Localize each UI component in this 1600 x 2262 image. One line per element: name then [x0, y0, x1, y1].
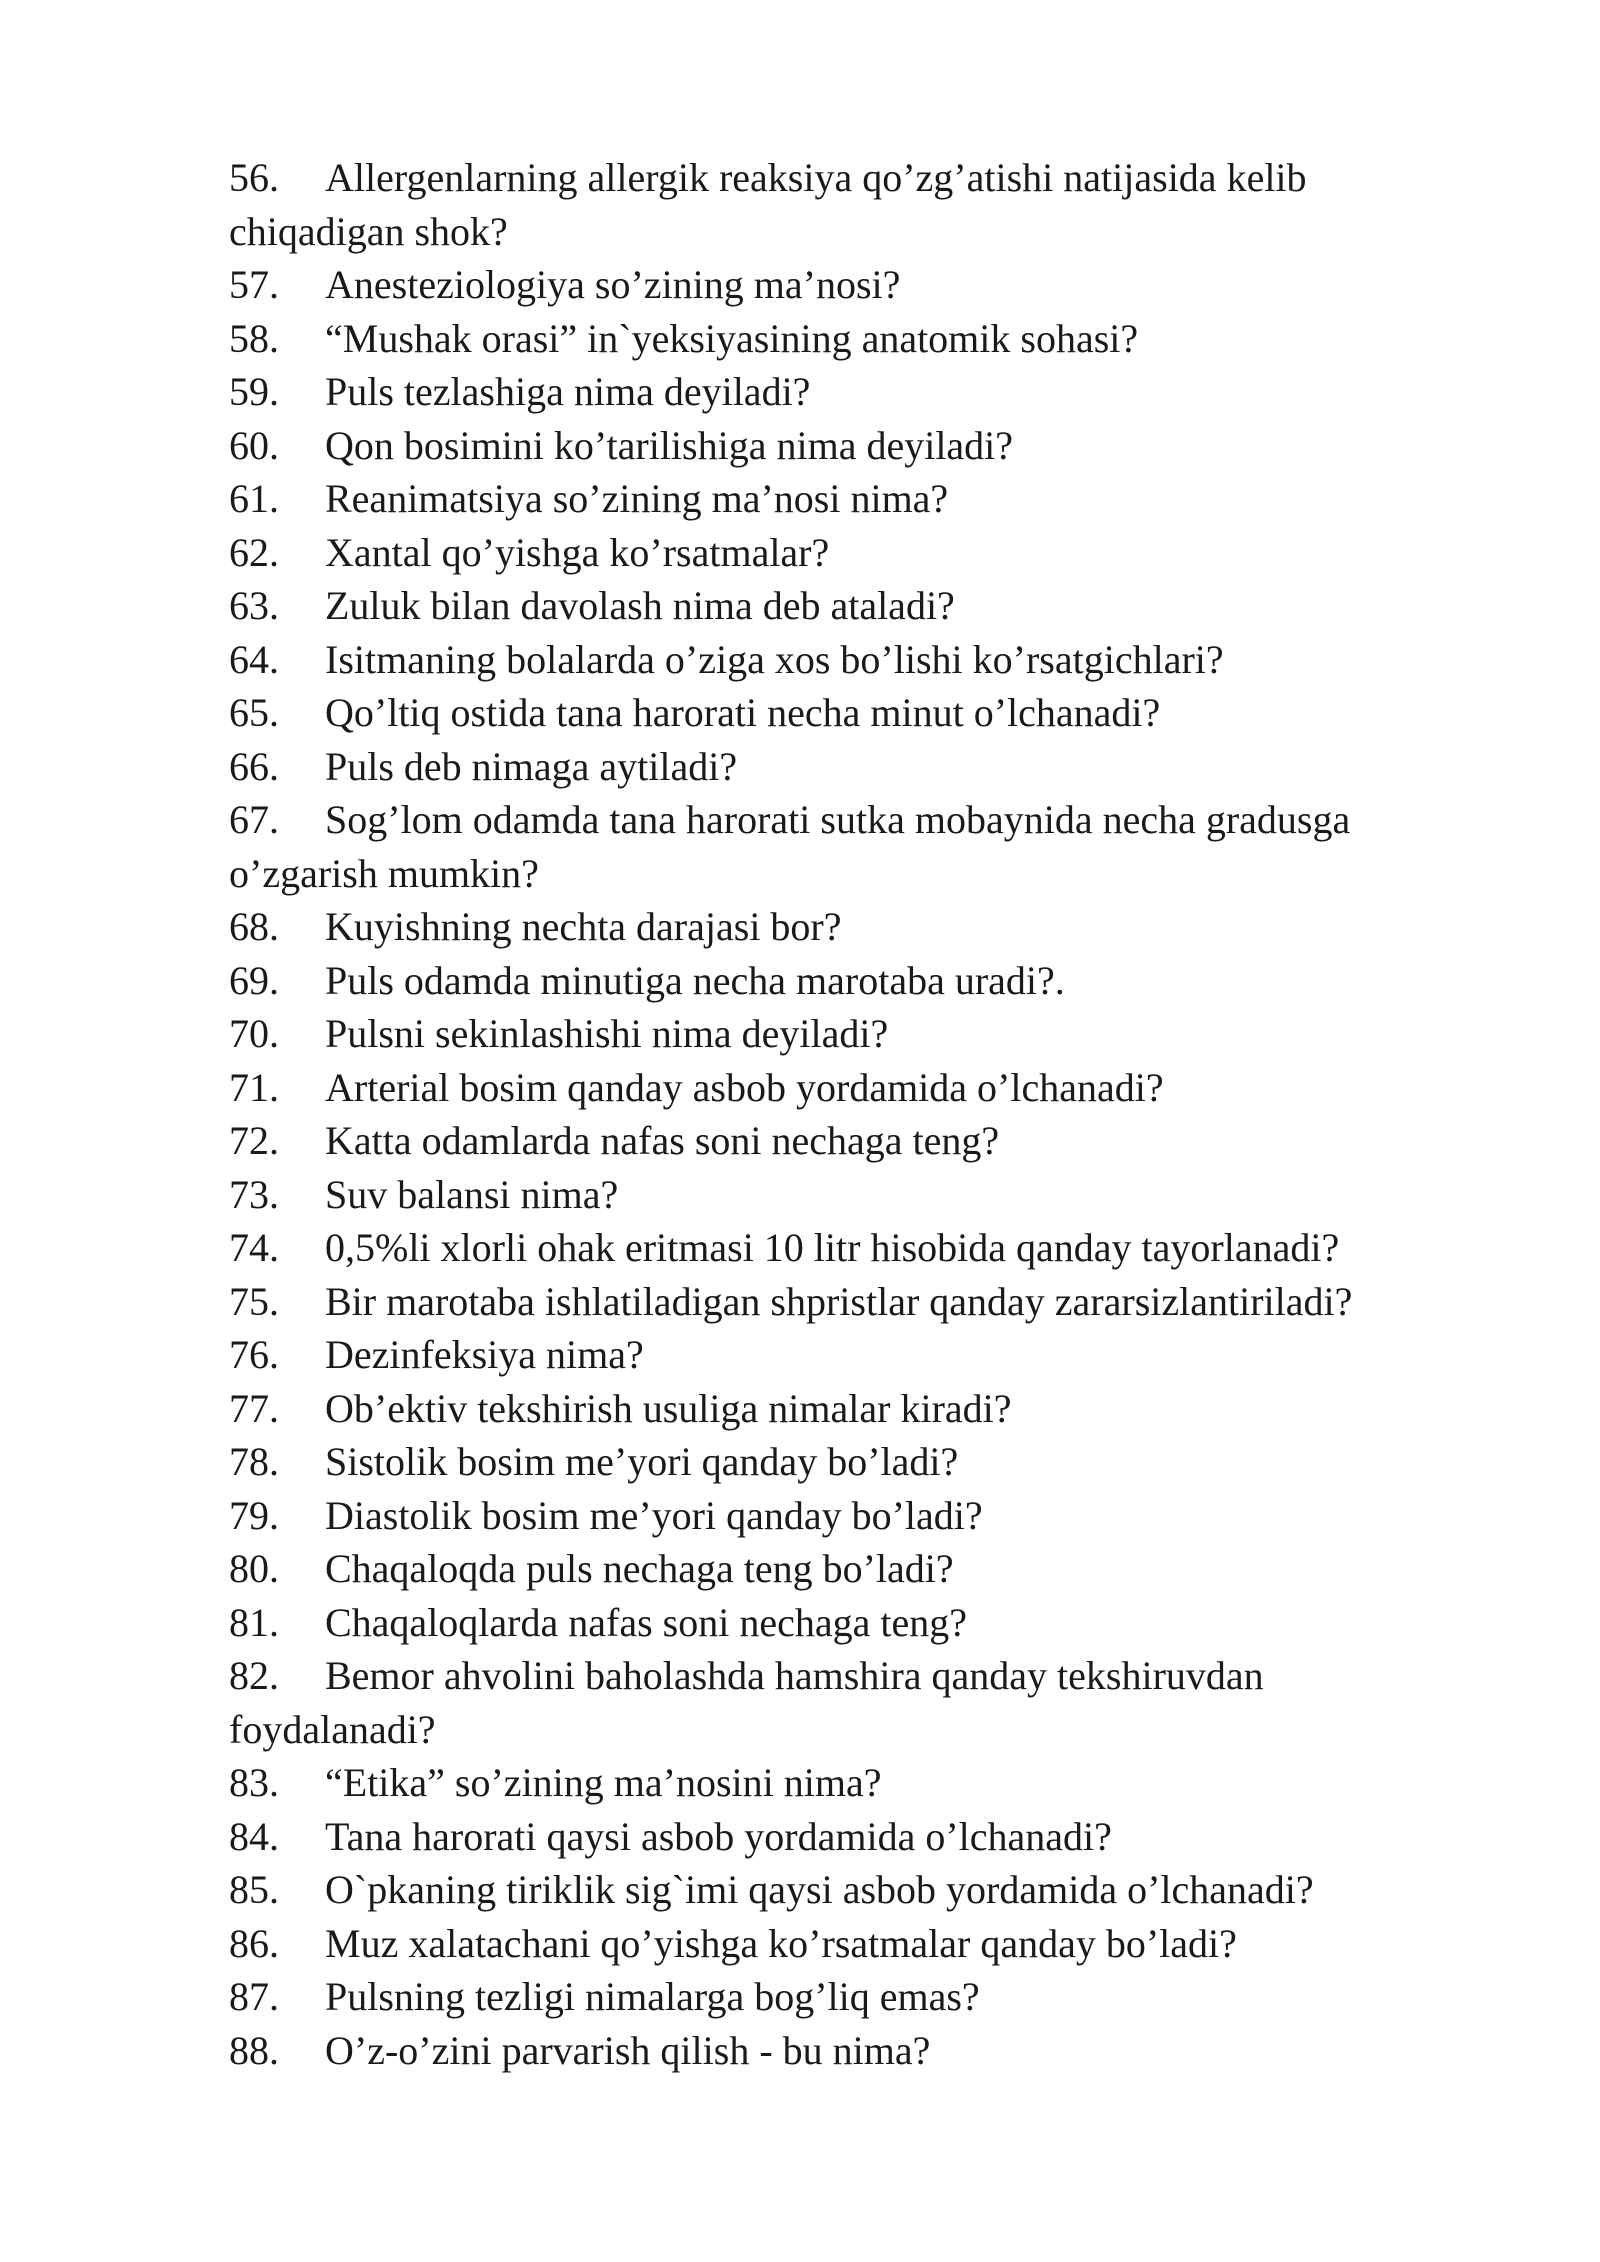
question-text: “Etika” so’zining ma’nosini nima? — [325, 1760, 882, 1805]
question-item — [229, 1435, 1469, 1489]
question-number: 74. — [229, 1225, 279, 1270]
question-text: Tana harorati qaysi asbob yordamida o’lchanadi? — [325, 1813, 1112, 1859]
question-number: 68. — [229, 904, 279, 949]
question-number: 75. — [229, 1278, 279, 1324]
question-text: Reanimatsiya so’zining ma’nosi nima? — [325, 476, 949, 521]
question-text: O’z-o’zini parvarish qilish - bu nima? — [325, 2027, 931, 2073]
question-text: Kuyishning nechta darajasi bor? — [325, 904, 842, 949]
question-item — [229, 1328, 1469, 1382]
question-text: Isitmaning bolalarda o’ziga xos bo’lishi ko’rsatgichlari? — [325, 636, 1224, 682]
question-text: Ob’ektiv tekshirish usuliga nimalar kiradi? — [325, 1385, 1012, 1431]
question-item — [229, 258, 1469, 312]
question-number: 77. — [229, 1385, 279, 1431]
question-text: Allergenlarning allergik reaksiya qo’zg’atishi natijasida kelib chiqadigan shok? — [229, 155, 1307, 254]
question-text: O`pkaning tiriklik sig`imi qaysi asbob yordamida o’lchanadi? — [325, 1867, 1314, 1912]
question-text: Pulsni sekinlashishi nima deyiladi? — [325, 1011, 889, 1056]
question-item — [229, 1649, 1469, 1756]
question-item — [229, 1970, 1469, 2024]
question-item — [229, 365, 1469, 419]
question-item — [229, 1007, 1469, 1061]
question-number: 81. — [229, 1599, 279, 1645]
question-text: “Mushak orasi” in`yeksiyasining anatomik sohasi? — [325, 315, 1139, 361]
question-item — [229, 900, 1469, 954]
question-text: 0,5%li xlorli ohak eritmasi 10 litr hisobida qanday tayorlanadi? — [325, 1225, 1340, 1270]
question-item — [229, 793, 1469, 900]
question-number: 64. — [229, 636, 279, 682]
question-text: Bir marotaba ishlatiladigan shpristlar qanday zararsizlantiriladi? — [325, 1278, 1353, 1324]
question-number: 83. — [229, 1760, 279, 1805]
question-number: 82. — [229, 1653, 279, 1698]
question-text: Chaqaloqda puls nechaga teng bo’ladi? — [325, 1546, 954, 1591]
question-number: 86. — [229, 1920, 279, 1966]
question-item — [229, 151, 1469, 258]
question-number: 61. — [229, 476, 279, 521]
question-text: Muz xalatachani qo’yishga ko’rsatmalar qanday bo’ladi? — [325, 1920, 1237, 1966]
question-text: Puls deb nimaga aytiladi? — [325, 743, 738, 789]
question-number: 84. — [229, 1813, 279, 1859]
question-number: 66. — [229, 743, 279, 789]
question-number: 65. — [229, 690, 279, 735]
question-text: Qo’ltiq ostida tana harorati necha minut o’lchanadi? — [325, 690, 1161, 735]
question-number: 80. — [229, 1546, 279, 1591]
question-number: 57. — [229, 262, 279, 307]
question-number: 87. — [229, 1974, 279, 2019]
question-item — [229, 1275, 1469, 1329]
question-item — [229, 1917, 1469, 1971]
question-item — [229, 686, 1469, 740]
question-item — [229, 1489, 1469, 1543]
question-item — [229, 1221, 1469, 1275]
question-item — [229, 1382, 1469, 1436]
question-item — [229, 1810, 1469, 1864]
question-item — [229, 633, 1469, 687]
question-number: 79. — [229, 1492, 279, 1538]
question-number: 72. — [229, 1118, 279, 1163]
question-number: 62. — [229, 529, 279, 575]
question-item — [229, 1756, 1469, 1810]
question-text: Xantal qo’yishga ko’rsatmalar? — [325, 529, 830, 575]
question-number: 88. — [229, 2027, 279, 2073]
question-text: Pulsning tezligi nimalarga bog’liq emas? — [325, 1974, 980, 2019]
question-item — [229, 1596, 1469, 1650]
question-number: 85. — [229, 1867, 279, 1912]
question-text: Sistolik bosim me’yori qanday bo’ladi? — [325, 1439, 959, 1484]
question-item — [229, 2024, 1469, 2078]
question-text: Suv balansi nima? — [325, 1171, 619, 1217]
question-number: 67. — [229, 797, 279, 842]
question-text: Qon bosimini ko’tarilishiga nima deyiladi? — [325, 422, 1014, 468]
question-number: 76. — [229, 1332, 279, 1377]
question-item — [229, 1542, 1469, 1596]
question-item — [229, 740, 1469, 794]
question-item — [229, 312, 1469, 366]
question-text: Puls odamda minutiga necha marotaba uradi?. — [325, 957, 1065, 1003]
question-number: 56. — [229, 155, 279, 200]
question-text: Bemor ahvolini baholashda hamshira qanday tekshiruvdan foydalanadi? — [229, 1653, 1264, 1752]
question-text: Anesteziologiya so’zining ma’nosi? — [325, 262, 901, 307]
question-number: 70. — [229, 1011, 279, 1056]
question-item — [229, 579, 1469, 633]
question-number: 59. — [229, 369, 279, 414]
question-number: 58. — [229, 315, 279, 361]
question-list — [229, 151, 1469, 2077]
question-item — [229, 419, 1469, 473]
question-text: Zuluk bilan davolash nima deb ataladi? — [325, 583, 955, 628]
question-number: 60. — [229, 422, 279, 468]
question-item — [229, 1114, 1469, 1168]
question-item — [229, 1168, 1469, 1222]
question-text: Puls tezlashiga nima deyiladi? — [325, 369, 811, 414]
question-text: Diastolik bosim me’yori qanday bo’ladi? — [325, 1492, 983, 1538]
question-item — [229, 954, 1469, 1008]
question-text: Sog’lom odamda tana harorati sutka mobaynida necha gradusga o’zgarish mumkin? — [229, 797, 1351, 896]
question-text: Katta odamlarda nafas soni nechaga teng? — [325, 1118, 1000, 1163]
question-text: Chaqaloqlarda nafas soni nechaga teng? — [325, 1599, 967, 1645]
question-item — [229, 1863, 1469, 1917]
question-item — [229, 526, 1469, 580]
question-number: 71. — [229, 1064, 279, 1110]
question-text: Arterial bosim qanday asbob yordamida o’lchanadi? — [325, 1064, 1164, 1110]
question-number: 73. — [229, 1171, 279, 1217]
question-item — [229, 1061, 1469, 1115]
question-text: Dezinfeksiya nima? — [325, 1332, 644, 1377]
question-item — [229, 472, 1469, 526]
question-number: 69. — [229, 957, 279, 1003]
question-number: 63. — [229, 583, 279, 628]
question-number: 78. — [229, 1439, 279, 1484]
